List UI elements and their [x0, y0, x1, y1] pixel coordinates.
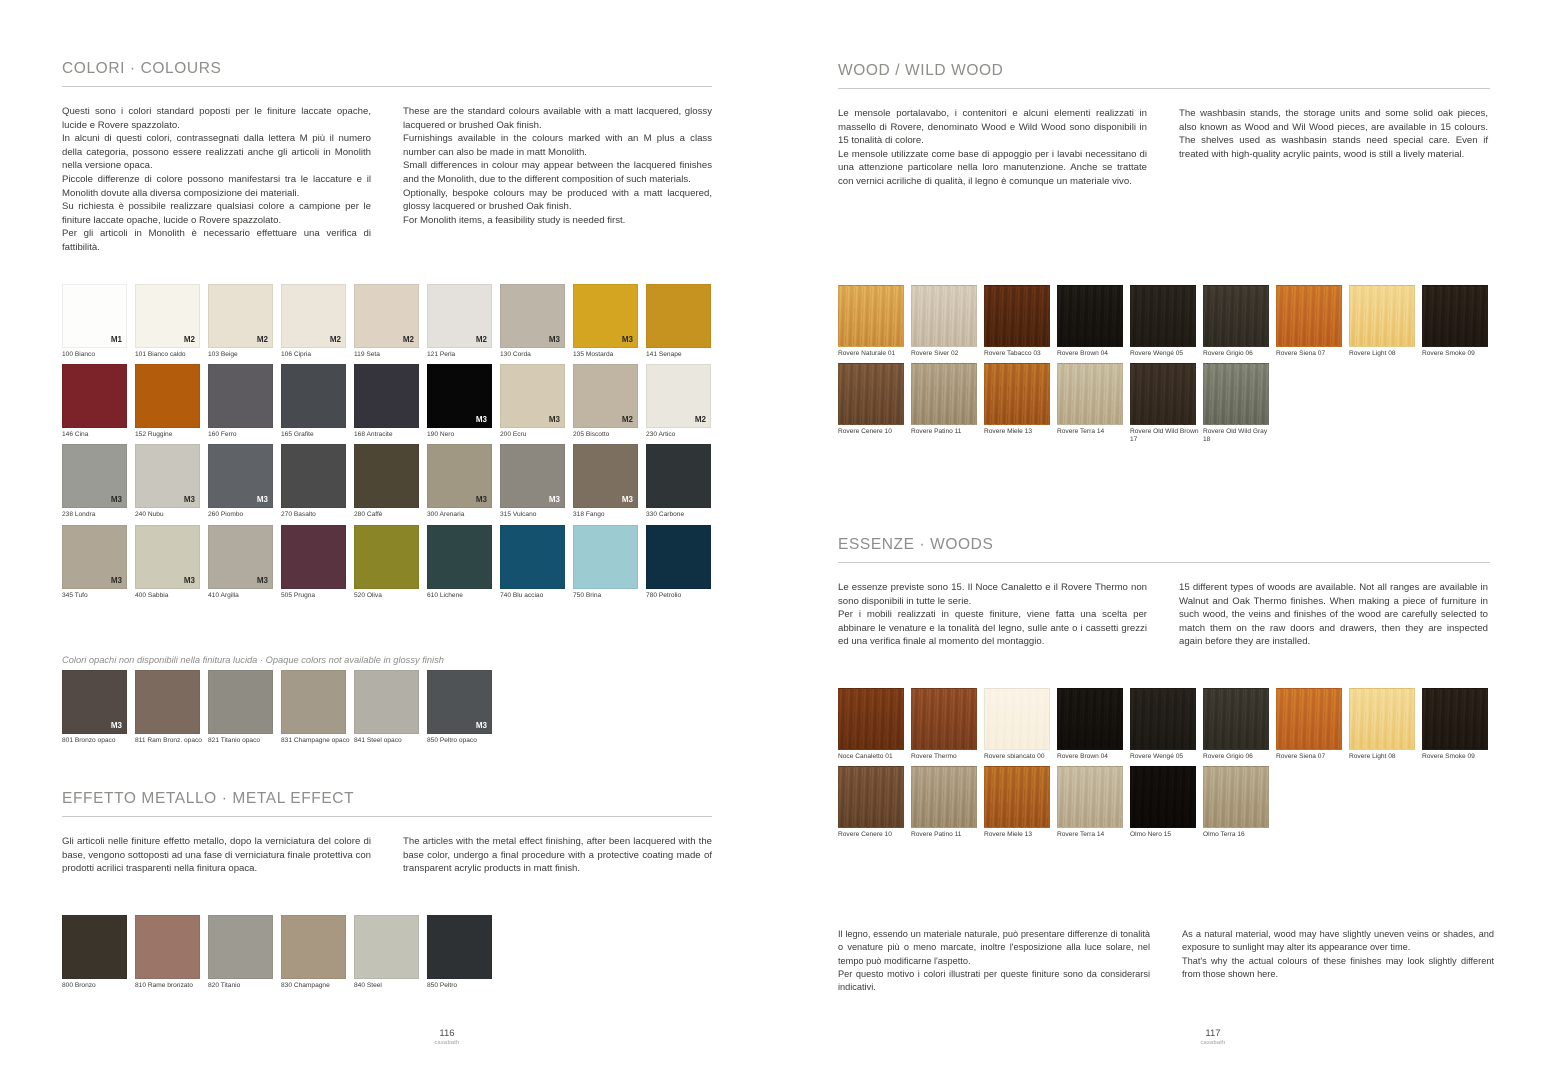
- swatch-chip: [1203, 363, 1269, 425]
- colour-swatch: [911, 285, 984, 358]
- swatch-chip: [984, 688, 1050, 750]
- colour-swatch: [1130, 688, 1203, 761]
- colour-swatch: [1057, 285, 1130, 358]
- swatch-label: Rovere Siver 02: [911, 350, 959, 357]
- colour-swatch: [646, 364, 719, 439]
- swatch-label: 141 Senape: [646, 351, 682, 358]
- monolith-class-mark: M2: [329, 335, 341, 344]
- swatch-chip: [135, 915, 200, 979]
- swatch-chip: [911, 766, 977, 828]
- swatch-chip: [354, 915, 419, 979]
- swatch-chip: [281, 444, 346, 508]
- colour-swatch: [1276, 688, 1349, 761]
- monolith-class-mark: M3: [183, 495, 195, 505]
- swatch-label: 230 Artico: [646, 431, 676, 439]
- colour-swatch: [354, 284, 427, 359]
- colour-swatch: [911, 363, 984, 444]
- swatch-label: Noce Canaletto 01: [838, 753, 893, 760]
- colour-swatch: [984, 688, 1057, 761]
- swatch-chip: [281, 915, 346, 979]
- swatch-label: 160 Ferro: [208, 431, 237, 439]
- swatch-chip: [208, 670, 273, 734]
- footer-left: [372, 1028, 522, 1046]
- swatch-chip: [281, 284, 346, 348]
- swatch-chip: [208, 364, 273, 428]
- swatch-chip: [427, 284, 492, 348]
- swatch-label: 330 Carbone: [646, 511, 685, 519]
- footer-right: [1138, 1028, 1288, 1046]
- swatch-label: Rovere Brown 04: [1057, 350, 1108, 357]
- monolith-class-mark: M2: [621, 415, 633, 425]
- colour-swatch: [1057, 363, 1130, 444]
- swatch-chip: [500, 444, 565, 508]
- swatch-chip: [646, 525, 711, 589]
- colour-swatch: [500, 525, 573, 600]
- colour-swatch: [1203, 285, 1276, 358]
- colour-swatch: [1349, 285, 1422, 358]
- colour-swatch: [838, 688, 911, 761]
- swatch-label: Rovere Siena 07: [1276, 753, 1326, 760]
- colour-swatch: [62, 915, 135, 990]
- swatch-chip: [1203, 766, 1269, 828]
- swatch-label: Rovere Light 08: [1349, 350, 1396, 357]
- swatch-label: 850 Peltro opaco: [427, 737, 477, 744]
- brand-left: casabath: [434, 1040, 460, 1046]
- swatch-label: 240 Nubu: [135, 511, 164, 519]
- colour-swatch: [135, 525, 208, 600]
- swatch-chip: [500, 525, 565, 589]
- swatch-label: Rovere Cenere 10: [838, 428, 892, 436]
- swatch-label: Rovere Siena 07: [1276, 350, 1326, 357]
- opaque-swatch-grid: [62, 670, 722, 750]
- metal-intro-en: The articles with the metal effect finishing, after been lacquered with the base color, undergo a final procedure with a protective coating made of transparent acrylic products in matt finish.: [403, 836, 712, 875]
- swatch-chip: [208, 284, 273, 348]
- colour-swatch: [500, 364, 573, 439]
- colour-swatch: [911, 766, 984, 839]
- swatch-chip: [500, 284, 565, 348]
- colour-swatch: [62, 444, 135, 519]
- swatch-label: 831 Champagne opaco: [281, 737, 350, 744]
- swatch-label: 520 Oliva: [354, 591, 382, 599]
- swatch-label: 750 Brina: [573, 591, 602, 599]
- swatch-chip: [646, 364, 711, 428]
- colour-swatch: [135, 444, 208, 519]
- colour-swatch: [281, 525, 354, 600]
- monolith-class-mark: M3: [475, 495, 487, 505]
- wood-bottom-note-it: Il legno, essendo un materiale naturale, può presentare differenze di tonalità o venature più o meno marcate, inoltre l'esposizione alla luce solare, nel tempo può modificarne l'aspetto. Per questo motivo i colori illustrati per queste finiture sono da considerarsi indicativi.: [838, 929, 1150, 993]
- wood-intro-en: The washbasin stands, the storage units and some solid oak pieces, also known as Wood and Wil Wood pieces, are available in 15 colours. The shelves used as washbasin stands need special care. Even if treated with high-quality acrylic paints, wood is still a lively material.: [1179, 108, 1488, 160]
- colour-swatch: [1276, 285, 1349, 358]
- woods-intro-it: Le essenze previste sono 15. Il Noce Canaletto e il Rovere Thermo non sono disponibili in tutte le serie. Per i mobili realizzati in queste finiture, viene fatta una scelta per abbinare le venature e la tonalità del legno, sulle ante o i cassetti grezzi ed una verifica finale al momento del montaggio.: [838, 582, 1147, 648]
- swatch-chip: [646, 444, 711, 508]
- swatch-label: Rovere Smoke 09: [1422, 350, 1475, 357]
- swatch-label: 318 Fango: [573, 511, 605, 519]
- colour-swatch: [208, 915, 281, 990]
- swatch-chip: [838, 766, 904, 828]
- colour-swatch: [354, 364, 427, 439]
- swatch-label: Rovere Tabacco 03: [984, 350, 1041, 357]
- colour-swatch: [646, 284, 719, 359]
- colour-swatch: [281, 915, 354, 990]
- swatch-label: Olmo Nero 15: [1130, 831, 1172, 839]
- swatch-label: 130 Corda: [500, 351, 531, 358]
- colour-swatch: [62, 670, 135, 745]
- swatch-label: 121 Perla: [427, 351, 456, 358]
- woods-intro: [838, 581, 1490, 649]
- brand-right: casabath: [1200, 1040, 1226, 1046]
- colour-swatch: [208, 364, 281, 439]
- swatch-label: 850 Peltro: [427, 982, 458, 989]
- swatch-label: Rovere Wengé 05: [1130, 753, 1184, 760]
- swatch-chip: [354, 525, 419, 589]
- swatch-chip: [62, 444, 127, 508]
- swatch-chip: [1203, 688, 1269, 750]
- swatch-label: 168 Antracite: [354, 431, 393, 439]
- swatch-label: 100 Bianco: [62, 351, 95, 358]
- swatch-chip: [135, 364, 200, 428]
- swatch-label: Rovere Patino 11: [911, 831, 962, 839]
- monolith-class-mark: M3: [621, 335, 633, 344]
- swatch-chip: [838, 688, 904, 750]
- swatch-label: 801 Bronzo opaco: [62, 737, 116, 744]
- swatch-chip: [911, 363, 977, 425]
- monolith-class-mark: M3: [548, 335, 560, 344]
- colour-swatch: [208, 670, 281, 745]
- swatch-label: 410 Argilla: [208, 591, 239, 599]
- page-number-left: 116: [439, 1028, 455, 1039]
- colour-swatch: [427, 915, 500, 990]
- metal-intro-it: Gli articoli nelle finiture effetto metallo, dopo la verniciatura del colore di base, vengono sottoposti ad una fase di verniciatura finale protettiva con prodotti acrilici trasparenti nella finitura opaca.: [62, 836, 371, 875]
- monolith-class-mark: M3: [110, 721, 122, 730]
- swatch-label: Rovere Thermo: [911, 753, 957, 760]
- colour-swatch: [911, 688, 984, 761]
- colour-swatch: [135, 670, 208, 745]
- swatch-chip: [427, 915, 492, 979]
- swatch-label: 840 Steel: [354, 982, 382, 989]
- swatch-label: Rovere Naturale 01: [838, 350, 896, 357]
- swatch-label: Rovere Brown 04: [1057, 753, 1108, 760]
- swatch-chip: [208, 915, 273, 979]
- colour-swatch: [281, 364, 354, 439]
- swatch-chip: [135, 525, 200, 589]
- swatch-chip: [1422, 688, 1488, 750]
- colour-swatch: [1422, 285, 1495, 358]
- colour-swatch: [354, 444, 427, 519]
- woods-intro-en: 15 different types of woods are available. Not all ranges are available in Walnut and Oak Thermo finishes. When making a piece of furniture in such wood, the veins and finishes of the wood are carefully selected to match them on the raw doors and drawers, then they are inspected again before they are installed.: [1179, 582, 1488, 648]
- swatch-chip: [62, 525, 127, 589]
- swatch-chip: [1276, 285, 1342, 347]
- wood-bottom-note-en: As a natural material, wood may have slightly uneven veins or shades, and exposure to sunlight may alter its appearance over time. That's why the actual colours of these finishes may look slightly different from those shown here.: [1182, 929, 1494, 980]
- swatch-chip: [1130, 285, 1196, 347]
- colour-swatch: [354, 670, 427, 745]
- colour-swatch: [62, 284, 135, 359]
- swatch-label: 103 Beige: [208, 351, 238, 358]
- swatch-chip: [911, 688, 977, 750]
- swatch-chip: [500, 364, 565, 428]
- colour-swatch: [62, 364, 135, 439]
- metal-intro: [62, 835, 712, 876]
- swatch-chip: [1130, 363, 1196, 425]
- swatch-label: Rovere Grigio 06: [1203, 350, 1253, 357]
- opaque-note: Colori opachi non disponibili nella finitura lucida · Opaque colors not available in glossy finish: [62, 655, 444, 665]
- swatch-chip: [281, 670, 346, 734]
- swatch-label: Rovere Terra 14: [1057, 831, 1105, 839]
- colour-swatch: [1130, 363, 1203, 444]
- colour-swatch: [281, 670, 354, 745]
- monolith-class-mark: M3: [183, 575, 195, 585]
- colour-swatch: [208, 525, 281, 600]
- swatch-label: 811 Ram Bronz. opaco: [135, 737, 202, 744]
- swatch-chip: [208, 525, 273, 589]
- colour-swatch: [281, 284, 354, 359]
- swatch-label: 135 Mostarda: [573, 351, 614, 358]
- swatch-label: 270 Basalto: [281, 511, 316, 519]
- swatch-chip: [1057, 285, 1123, 347]
- swatch-label: Rovere Old Wild Brown 17: [1130, 428, 1199, 444]
- colour-swatch: [1203, 363, 1276, 444]
- section-title-essenze-woods: ESSENZE · WOODS: [838, 536, 1490, 563]
- swatch-chip: [984, 766, 1050, 828]
- swatch-chip: [427, 525, 492, 589]
- colour-swatch: [427, 670, 500, 745]
- swatch-chip: [427, 364, 492, 428]
- swatch-label: 119 Seta: [354, 351, 380, 358]
- swatch-chip: [135, 670, 200, 734]
- colours-intro-it: Questi sono i colori standard poposti per le finiture laccate opache, lucide e Rovere spazzolato. In alcuni di questi colori, contrassegnati dalla lettera M più il numero della categoria, possono essere realizzati anche gli articoli in Monolith nella versione opaca. Piccole differenze di colore possono manifestarsi tra le laccature e il Monolith dovute alla diversa composizione dei materiali. Su richiesta è possibile realizzare qualsiasi colore a campione per le finiture laccate opache, lucide o Rovere spazzolato. Per gli articoli in Monolith è necessario effettuare una verifica di fattibilità.: [62, 106, 371, 254]
- swatch-label: 152 Ruggine: [135, 431, 173, 439]
- colour-swatch: [984, 363, 1057, 444]
- section-title-wood-wildwood: WOOD / WILD WOOD: [838, 62, 1490, 89]
- swatch-label: 238 Londra: [62, 511, 96, 519]
- swatch-chip: [1349, 285, 1415, 347]
- colour-swatch: [984, 766, 1057, 839]
- colour-swatch: [573, 525, 646, 600]
- swatch-label: Rovere Smoke 09: [1422, 753, 1475, 760]
- swatch-label: Rovere Patino 11: [911, 428, 962, 436]
- monolith-class-mark: M3: [621, 495, 633, 505]
- swatch-label: 345 Tufo: [62, 591, 88, 599]
- swatch-chip: [354, 670, 419, 734]
- swatch-label: 400 Sabbia: [135, 591, 169, 599]
- swatch-chip: [62, 284, 127, 348]
- swatch-label: 205 Biscotto: [573, 431, 610, 439]
- colour-swatch: [1130, 766, 1203, 839]
- swatch-label: 740 Blu acciao: [500, 591, 544, 599]
- colour-swatch: [135, 915, 208, 990]
- swatch-label: 101 Bianco caldo: [135, 351, 186, 358]
- swatch-chip: [1130, 688, 1196, 750]
- swatch-chip: [281, 364, 346, 428]
- colour-swatch: [500, 444, 573, 519]
- swatch-label: 800 Bronzo: [62, 982, 96, 989]
- swatch-chip: [62, 670, 127, 734]
- colour-swatch: [208, 284, 281, 359]
- swatch-chip: [573, 525, 638, 589]
- monolith-class-mark: M1: [110, 335, 122, 344]
- swatch-chip: [427, 444, 492, 508]
- colour-swatch: [427, 284, 500, 359]
- colours-intro-en: These are the standard colours available with a matt lacquered, glossy lacquered or brushed Oak finish. Furnishings available in the colours marked with an M plus a class number can also be made in matt Monolith. Small differences in colour may appear between the lacquered finishes and the Monolith, due to the different composition of such materials. Optionally, bespoke colours may be produced with a matt lacquered, glossy lacquered or brushed Oak finish. For Monolith items, a feasibility study is needed first.: [403, 106, 712, 226]
- swatch-chip: [573, 284, 638, 348]
- swatch-label: 260 Piombo: [208, 511, 244, 519]
- swatch-chip: [208, 444, 273, 508]
- colour-swatch: [500, 284, 573, 359]
- monolith-class-mark: M3: [110, 495, 122, 505]
- colour-swatch: [135, 364, 208, 439]
- wood-intro: [838, 107, 1490, 189]
- swatch-label: 610 Lichene: [427, 591, 463, 599]
- swatch-label: Rovere Old Wild Gray 18: [1203, 428, 1268, 444]
- swatch-chip: [281, 525, 346, 589]
- swatch-chip: [62, 364, 127, 428]
- swatch-label: 280 Caffè: [354, 511, 383, 519]
- swatch-label: Rovere Light 08: [1349, 753, 1396, 760]
- colour-swatch: [354, 915, 427, 990]
- monolith-class-mark: M2: [694, 415, 706, 425]
- swatch-chip: [354, 364, 419, 428]
- swatch-chip: [427, 670, 492, 734]
- monolith-class-mark: M3: [110, 575, 122, 585]
- swatch-chip: [62, 915, 127, 979]
- swatch-label: 315 Vulcano: [500, 511, 537, 519]
- swatch-label: Rovere Terra 14: [1057, 428, 1105, 436]
- colour-swatch: [1422, 688, 1495, 761]
- swatch-chip: [573, 364, 638, 428]
- section-title-metal-effect: EFFETTO METALLO · METAL EFFECT: [62, 790, 712, 817]
- swatch-chip: [354, 284, 419, 348]
- monolith-class-mark: M2: [183, 335, 195, 344]
- swatch-label: Rovere Grigio 06: [1203, 753, 1253, 760]
- swatch-label: 830 Champagne: [281, 982, 330, 989]
- monolith-class-mark: M3: [256, 575, 268, 585]
- swatch-chip: [646, 284, 711, 348]
- swatch-label: 810 Rame bronzato: [135, 982, 193, 989]
- monolith-class-mark: M2: [402, 335, 414, 344]
- swatch-chip: [1057, 688, 1123, 750]
- colour-swatch: [838, 766, 911, 839]
- swatch-label: Rovere Cenere 10: [838, 831, 892, 839]
- swatch-label: 841 Steel opaco: [354, 737, 402, 744]
- swatch-label: 505 Prugna: [281, 591, 316, 599]
- monolith-class-mark: M2: [475, 335, 487, 344]
- monolith-class-mark: M3: [475, 415, 487, 425]
- swatch-chip: [1276, 688, 1342, 750]
- colour-swatch: [573, 444, 646, 519]
- colour-swatch: [838, 363, 911, 444]
- swatch-chip: [1349, 688, 1415, 750]
- swatch-label: Rovere Wengé 05: [1130, 350, 1184, 357]
- swatch-chip: [1130, 766, 1196, 828]
- swatch-label: 190 Nero: [427, 431, 455, 439]
- colour-swatch: [1203, 766, 1276, 839]
- colour-swatch: [281, 444, 354, 519]
- colour-swatch: [1203, 688, 1276, 761]
- monolith-class-mark: M2: [256, 335, 268, 344]
- swatch-chip: [573, 444, 638, 508]
- swatch-label: 106 Cipria: [281, 351, 312, 358]
- colour-swatch: [646, 444, 719, 519]
- swatch-label: 821 Titanio opaco: [208, 737, 261, 744]
- colour-swatch: [646, 525, 719, 600]
- section-title-colours: COLORI · COLOURS: [62, 60, 712, 87]
- colour-swatch: [427, 525, 500, 600]
- colour-swatch: [354, 525, 427, 600]
- swatch-chip: [984, 285, 1050, 347]
- wood-intro-it: Le mensole portalavabo, i contenitori e alcuni elementi realizzati in massello di Rovere, denominato Wood e Wild Wood sono disponibili in 15 tonalità di colore. Le mensole utilizzate come base di appoggio per i lavabi necessitano di una attenzione particolare nella loro manutenzione. Anche se trattate con vernici acriliche di qualità, il legno è comunque un materiale vivo.: [838, 108, 1147, 188]
- colour-swatch: [427, 364, 500, 439]
- swatch-label: 780 Petrolio: [646, 591, 682, 599]
- swatch-chip: [1057, 766, 1123, 828]
- swatch-label: Rovere Miele 13: [984, 831, 1033, 839]
- colour-swatch: [838, 285, 911, 358]
- swatch-label: 820 Titanio: [208, 982, 241, 989]
- woods-swatch-grid: [838, 688, 1508, 844]
- page-number-right: 117: [1205, 1028, 1221, 1039]
- swatch-chip: [911, 285, 977, 347]
- colour-swatch: [135, 284, 208, 359]
- swatch-label: 146 Cina: [62, 431, 89, 439]
- swatch-chip: [1203, 285, 1269, 347]
- monolith-class-mark: M3: [548, 495, 560, 505]
- wood-swatch-grid: [838, 285, 1508, 450]
- swatch-label: Rovere sbiancato 00: [984, 753, 1045, 760]
- monolith-class-mark: M3: [256, 495, 268, 505]
- colour-swatch: [1057, 688, 1130, 761]
- swatch-chip: [135, 444, 200, 508]
- monolith-class-mark: M3: [475, 721, 487, 730]
- swatch-label: 165 Grafite: [281, 431, 314, 439]
- monolith-class-mark: M3: [548, 415, 560, 425]
- swatch-chip: [838, 285, 904, 347]
- colour-swatch-grid: [62, 284, 722, 605]
- swatch-chip: [1422, 285, 1488, 347]
- colour-swatch: [62, 525, 135, 600]
- swatch-chip: [135, 284, 200, 348]
- colour-swatch: [427, 444, 500, 519]
- swatch-chip: [984, 363, 1050, 425]
- swatch-label: 300 Arenaria: [427, 511, 465, 519]
- swatch-label: 200 Ecru: [500, 431, 527, 439]
- swatch-label: Olmo Terra 16: [1203, 831, 1245, 839]
- colours-intro: [62, 105, 712, 255]
- wood-bottom-note: [838, 928, 1498, 995]
- colour-swatch: [573, 364, 646, 439]
- metal-swatch-grid: [62, 915, 722, 995]
- swatch-chip: [838, 363, 904, 425]
- swatch-chip: [1057, 363, 1123, 425]
- colour-swatch: [1349, 688, 1422, 761]
- colour-swatch: [1057, 766, 1130, 839]
- colour-swatch: [573, 284, 646, 359]
- swatch-label: Rovere Miele 13: [984, 428, 1033, 436]
- colour-swatch: [208, 444, 281, 519]
- colour-swatch: [1130, 285, 1203, 358]
- colour-swatch: [984, 285, 1057, 358]
- swatch-chip: [354, 444, 419, 508]
